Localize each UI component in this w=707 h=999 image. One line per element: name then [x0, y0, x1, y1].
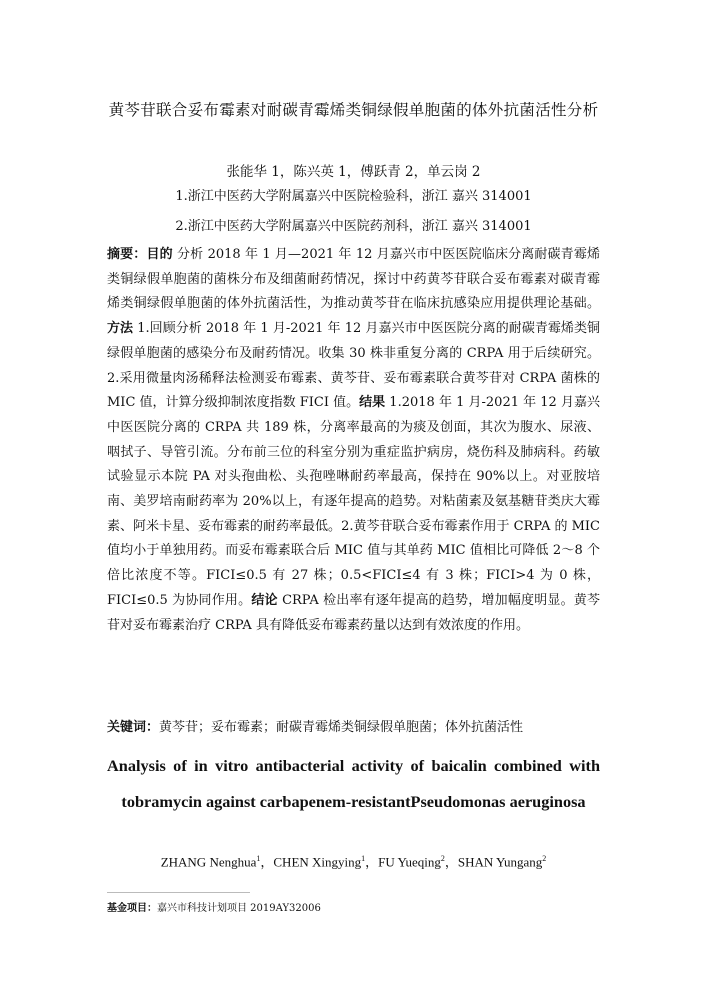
- keywords-text: 黄芩苷；妥布霉素；耐碳青霉烯类铜绿假单胞菌；体外抗菌活性: [159, 720, 524, 735]
- author-en-sep: ，: [444, 854, 458, 870]
- affiliation-2: 2.浙江中医药大学附属嘉兴中医院药剂科，浙江 嘉兴 314001: [175, 219, 532, 234]
- objective-text: 分析 2018 年 1 月—2021 年 12 月嘉兴市中医医院临床分离耐碳青霉烯类铜绿假单胞菌的菌株分布及细菌耐药情况，探讨中药黄芩苷联合妥布霉素对碳青霉烯类铜绿假单胞菌的体外抗菌活性，为推动黄芩苷在临床抗感染应用提供理论基础。: [107, 247, 600, 312]
- conclusion-text: CRPA 检出率有逐年提高的趋势，增加幅度明显。黄芩苷对妥布霉素治疗 CRPA 具有降低妥布霉素药量以达到有效浓度的作用。: [107, 592, 601, 633]
- title-en-line-2: tobramycin against carbapenem-resistantPseudomonas aeruginosa: [121, 792, 586, 811]
- author-en-aff: 2: [440, 854, 445, 863]
- author-en-name: CHEN Xingying: [273, 854, 362, 870]
- objective-label: 目的: [146, 247, 173, 262]
- authors-en: [0, 849, 707, 872]
- affiliation-1: 1.浙江中医药大学附属嘉兴中医院检验科，浙江 嘉兴 314001: [175, 189, 532, 204]
- author-en-sep: ，: [365, 854, 379, 870]
- keywords-cn: [107, 716, 600, 740]
- author-en-aff: 2: [542, 854, 547, 863]
- methods-text: 1.回顾分析 2018 年 1 月-2021 年 12 月嘉兴市中医医院分离的耐碳青霉烯类铜绿假单胞菌的感染分布及耐药情况。收集 30 株非重复分离的 CRPA 用于后续研究。2.采用微量肉汤稀释法检测妥布霉素、黄芩苷、妥布霉素联合黄芩苷对 CRPA 菌株的 MIC 值，计算分级抑制浓度指数 FICI 值。: [107, 321, 600, 411]
- author-en-sep: ，: [260, 854, 274, 870]
- author-en-aff: 1: [256, 854, 261, 863]
- paper-title-en: [107, 748, 600, 820]
- methods-label: 方法: [107, 321, 134, 337]
- title-en-line-1: Analysis of in vitro antibacterial activity of baicalin combined with: [107, 756, 600, 775]
- author-en-name: ZHANG Nenghua: [160, 854, 257, 870]
- author-en-aff: 1: [361, 854, 366, 863]
- authors-cn: 张能华 1，陈兴英 1，傅跃青 2，单云岗 2: [226, 164, 481, 180]
- results-text: 1.2018 年 1 月-2021 年 12 月嘉兴中医医院分离的 CRPA 共 189 株，分离率最高的为痰及创面，其次为腹水、尿液、咽拭子、导管引流。分布前三位的科室分别为重症监护病房，烧伤科及肺病科。药敏试验显示本院 PA 对头孢曲松、头孢唑啉耐药率最高，保持在 90%以上。对亚胺培南、美罗培南耐药率为 20%以上，有逐年提高的趋势。对粘菌素及氨基糖苷类庆大霉素、阿米卡星、妥布霉素的耐药率最低。2.黄芩苷联合妥布霉素作用于 CRPA 的 MIC 值均小于单独用药。而妥布霉素联合后 MIC 值与其单药 MIC 值相比可降低 2～8 个倍比浓度不等。FICI≤0.5 有 27 株；0.5<FICI≤4 有 3 株；FICI>4 为 0 株，FICI≤0.5 为协同作用。: [107, 395, 600, 608]
- abstract-cn: [107, 243, 600, 638]
- keywords-label: 关键词：: [107, 720, 160, 735]
- author-en-name: FU Yueqing: [378, 854, 441, 870]
- funding-text: 嘉兴市科技计划项目 2019AY32006: [157, 903, 321, 914]
- footnote-divider: [107, 892, 250, 893]
- conclusion-label: 结论: [251, 592, 278, 608]
- paper-title-cn: 黄芩苷联合妥布霉素对耐碳青霉烯类铜绿假单胞菌的体外抗菌活性分析: [108, 101, 599, 119]
- funding-footnote: [107, 902, 321, 916]
- abstract-label: 摘要：: [107, 247, 147, 262]
- author-en-name: SHAN Yungang: [457, 854, 543, 870]
- results-label: 结果: [359, 395, 386, 411]
- funding-label: 基金项目：: [107, 903, 157, 914]
